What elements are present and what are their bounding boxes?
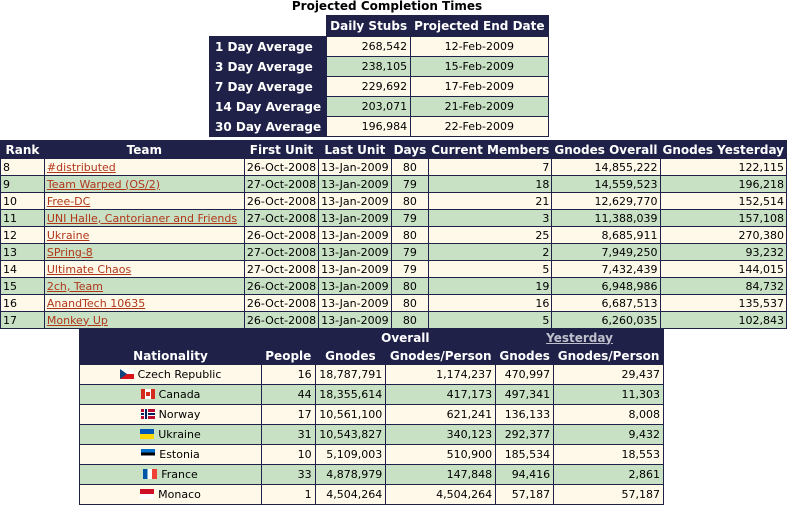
team-first-unit: 27-Oct-2008 <box>244 244 318 261</box>
nationality-cell <box>80 465 262 485</box>
team-gnodes-yesterday: 93,232 <box>660 244 787 261</box>
team-current-members: 5 <box>429 312 552 329</box>
header-nationality: Nationality <box>80 347 262 365</box>
team-first-unit: 27-Oct-2008 <box>244 210 318 227</box>
team-days: 80 <box>391 295 429 312</box>
team-link[interactable]: Ultimate Chaos <box>46 262 132 276</box>
overall-gnodes: 10,561,100 <box>315 405 386 425</box>
header-yesterday-gnodes-per-person: Gnodes/Person <box>554 347 664 365</box>
team-last-unit: 13-Jan-2009 <box>319 176 392 193</box>
yesterday-gnodes: 185,534 <box>496 445 554 465</box>
team-current-members: 21 <box>429 193 552 210</box>
country-name: Norway <box>158 408 201 421</box>
team-last-unit: 13-Jan-2009 <box>319 159 392 176</box>
nationality-header-row <box>80 347 664 365</box>
header-gnodes-per-person: Gnodes/Person <box>386 347 496 365</box>
team-days: 80 <box>391 312 429 329</box>
team-row <box>1 244 787 261</box>
team-days: 80 <box>391 278 429 295</box>
team-rank: 17 <box>1 312 45 329</box>
projection-row-label: 14 Day Average <box>210 97 327 117</box>
people-count: 44 <box>262 385 316 405</box>
overall-gnodes-per-person: 417,173 <box>386 385 496 405</box>
team-row <box>1 227 787 244</box>
nationality-table <box>79 328 664 505</box>
projection-row-label: 1 Day Average <box>210 37 327 57</box>
team-first-unit: 27-Oct-2008 <box>244 176 318 193</box>
team-first-unit: 26-Oct-2008 <box>244 295 318 312</box>
team-gnodes-yesterday: 122,115 <box>660 159 787 176</box>
yesterday-gnodes: 292,377 <box>496 425 554 445</box>
team-current-members: 16 <box>429 295 552 312</box>
team-current-members: 2 <box>429 244 552 261</box>
team-gnodes-overall: 6,260,035 <box>552 312 660 329</box>
projection-end-date: 12-Feb-2009 <box>411 37 548 57</box>
team-row <box>1 210 787 227</box>
team-rank: 12 <box>1 227 45 244</box>
team-days: 79 <box>391 176 429 193</box>
team-gnodes-overall: 6,948,986 <box>552 278 660 295</box>
yesterday-gnodes: 497,341 <box>496 385 554 405</box>
people-count: 17 <box>262 405 316 425</box>
yesterday-link[interactable]: Yesterday <box>496 329 664 347</box>
team-gnodes-yesterday: 152,514 <box>660 193 787 210</box>
team-first-unit: 26-Oct-2008 <box>244 227 318 244</box>
header-yesterday-gnodes: Gnodes <box>496 347 554 365</box>
teams-header-row <box>1 141 787 159</box>
overall-gnodes: 18,355,614 <box>315 385 386 405</box>
overall-gnodes: 5,109,003 <box>315 445 386 465</box>
projection-row <box>210 97 549 117</box>
projection-row <box>210 37 549 57</box>
team-first-unit: 26-Oct-2008 <box>244 278 318 295</box>
team-gnodes-overall: 12,629,770 <box>552 193 660 210</box>
team-days: 79 <box>391 261 429 278</box>
team-name-cell <box>44 159 244 176</box>
overall-gnodes: 4,878,979 <box>315 465 386 485</box>
team-last-unit: 13-Jan-2009 <box>319 261 392 278</box>
team-link[interactable]: Free-DC <box>46 194 91 208</box>
projection-header-stubs: Daily Stubs <box>327 16 411 37</box>
team-link[interactable]: AnandTech 10635 <box>46 296 146 310</box>
team-link[interactable]: #distributed <box>46 160 116 174</box>
yesterday-gnodes-per-person: 11,303 <box>554 385 664 405</box>
overall-gnodes-per-person: 4,504,264 <box>386 485 496 505</box>
team-name-cell <box>44 244 244 261</box>
team-gnodes-overall: 7,949,250 <box>552 244 660 261</box>
team-days: 80 <box>391 159 429 176</box>
team-gnodes-yesterday: 196,218 <box>660 176 787 193</box>
team-gnodes-yesterday: 270,380 <box>660 227 787 244</box>
team-first-unit: 26-Oct-2008 <box>244 312 318 329</box>
team-row <box>1 159 787 176</box>
header-team: Team <box>44 141 244 159</box>
nationality-cell <box>80 425 262 445</box>
team-current-members: 18 <box>429 176 552 193</box>
team-gnodes-yesterday: 157,108 <box>660 210 787 227</box>
people-count: 31 <box>262 425 316 445</box>
nationality-cell <box>80 445 262 465</box>
nationality-group-row <box>80 329 664 347</box>
projection-end-date: 21-Feb-2009 <box>411 97 548 117</box>
team-gnodes-overall: 7,432,439 <box>552 261 660 278</box>
team-row <box>1 176 787 193</box>
team-row <box>1 261 787 278</box>
overall-gnodes: 4,504,264 <box>315 485 386 505</box>
projection-row <box>210 117 549 137</box>
people-count: 1 <box>262 485 316 505</box>
team-rank: 9 <box>1 176 45 193</box>
team-gnodes-overall: 8,685,911 <box>552 227 660 244</box>
team-gnodes-overall: 14,855,222 <box>552 159 660 176</box>
overall-gnodes: 18,787,791 <box>315 365 386 385</box>
yesterday-gnodes-per-person: 9,432 <box>554 425 664 445</box>
country-name: Monaco <box>158 488 201 501</box>
teams-table <box>0 140 787 329</box>
estonia-flag-icon <box>141 449 155 459</box>
team-name-cell <box>44 278 244 295</box>
team-rank: 8 <box>1 159 45 176</box>
team-gnodes-yesterday: 84,732 <box>660 278 787 295</box>
team-link[interactable]: SPring-8 <box>46 245 93 259</box>
nationality-row <box>80 465 664 485</box>
projection-table <box>209 15 549 137</box>
projection-title: Projected Completion Times <box>291 0 483 13</box>
team-rank: 13 <box>1 244 45 261</box>
projection-end-date: 15-Feb-2009 <box>411 57 548 77</box>
team-link[interactable]: Team Warped (OS/2) <box>46 177 161 191</box>
team-row <box>1 312 787 329</box>
team-first-unit: 27-Oct-2008 <box>244 261 318 278</box>
team-link[interactable]: Monkey Up <box>46 313 108 327</box>
team-name-cell <box>44 176 244 193</box>
projection-header-blank <box>210 16 327 37</box>
nationality-cell <box>80 405 262 425</box>
projection-row-label: 3 Day Average <box>210 57 327 77</box>
group-overall: Overall <box>315 329 496 347</box>
overall-gnodes-per-person: 1,174,237 <box>386 365 496 385</box>
team-rank: 10 <box>1 193 45 210</box>
team-last-unit: 13-Jan-2009 <box>319 278 392 295</box>
team-row <box>1 193 787 210</box>
yesterday-gnodes: 94,416 <box>496 465 554 485</box>
team-name-cell <box>44 295 244 312</box>
norway-flag-icon <box>141 409 155 419</box>
nationality-cell <box>80 385 262 405</box>
yesterday-gnodes-per-person: 18,553 <box>554 445 664 465</box>
people-count: 10 <box>262 445 316 465</box>
team-days: 79 <box>391 244 429 261</box>
nationality-row <box>80 485 664 505</box>
projection-row-label: 7 Day Average <box>210 77 327 97</box>
team-days: 80 <box>391 227 429 244</box>
team-row <box>1 295 787 312</box>
team-current-members: 19 <box>429 278 552 295</box>
yesterday-gnodes: 57,187 <box>496 485 554 505</box>
yesterday-gnodes: 470,997 <box>496 365 554 385</box>
yesterday-gnodes: 136,133 <box>496 405 554 425</box>
nationality-row <box>80 425 664 445</box>
team-current-members: 7 <box>429 159 552 176</box>
header-current-members: Current Members <box>429 141 552 159</box>
header-last-unit: Last Unit <box>319 141 392 159</box>
nationality-row <box>80 405 664 425</box>
team-rank: 15 <box>1 278 45 295</box>
projection-daily-stubs: 196,984 <box>327 117 411 137</box>
header-gnodes-overall: Gnodes Overall <box>552 141 660 159</box>
team-days: 79 <box>391 210 429 227</box>
projection-row-label: 30 Day Average <box>210 117 327 137</box>
nationality-row <box>80 385 664 405</box>
team-days: 80 <box>391 193 429 210</box>
team-last-unit: 13-Jan-2009 <box>319 193 392 210</box>
team-name-cell <box>44 312 244 329</box>
team-current-members: 25 <box>429 227 552 244</box>
nationality-row <box>80 445 664 465</box>
canada-flag-icon <box>141 389 155 399</box>
country-name: France <box>161 468 198 481</box>
country-name: Canada <box>158 388 201 401</box>
czech-flag-icon <box>120 369 134 379</box>
team-rank: 16 <box>1 295 45 312</box>
projection-daily-stubs: 229,692 <box>327 77 411 97</box>
overall-gnodes-per-person: 510,900 <box>386 445 496 465</box>
team-link[interactable]: Ukraine <box>46 228 90 242</box>
team-last-unit: 13-Jan-2009 <box>319 227 392 244</box>
nationality-cell <box>80 485 262 505</box>
overall-gnodes-per-person: 147,848 <box>386 465 496 485</box>
team-last-unit: 13-Jan-2009 <box>319 210 392 227</box>
team-rank: 14 <box>1 261 45 278</box>
header-gnodes-yesterday: Gnodes Yesterday <box>660 141 787 159</box>
team-link[interactable]: 2ch, Team <box>46 279 103 293</box>
monaco-flag-icon <box>140 489 154 499</box>
yesterday-gnodes-per-person: 8,008 <box>554 405 664 425</box>
team-current-members: 3 <box>429 210 552 227</box>
team-row <box>1 278 787 295</box>
country-name: Ukraine <box>158 428 201 441</box>
projection-header-end: Projected End Date <box>411 16 548 37</box>
team-last-unit: 13-Jan-2009 <box>319 312 392 329</box>
people-count: 16 <box>262 365 316 385</box>
team-last-unit: 13-Jan-2009 <box>319 244 392 261</box>
header-gnodes: Gnodes <box>315 347 386 365</box>
nationality-row <box>80 365 664 385</box>
projection-daily-stubs: 203,071 <box>327 97 411 117</box>
team-current-members: 5 <box>429 261 552 278</box>
team-gnodes-overall: 14,559,523 <box>552 176 660 193</box>
overall-gnodes-per-person: 621,241 <box>386 405 496 425</box>
nationality-group-blank <box>80 329 316 347</box>
team-gnodes-overall: 11,388,039 <box>552 210 660 227</box>
ukraine-flag-icon <box>140 429 154 439</box>
team-first-unit: 26-Oct-2008 <box>244 159 318 176</box>
team-gnodes-yesterday: 135,537 <box>660 295 787 312</box>
projection-end-date: 22-Feb-2009 <box>411 117 548 137</box>
yesterday-gnodes-per-person: 29,437 <box>554 365 664 385</box>
team-last-unit: 13-Jan-2009 <box>319 295 392 312</box>
country-name: Czech Republic <box>137 368 222 381</box>
header-days: Days <box>391 141 429 159</box>
team-gnodes-yesterday: 144,015 <box>660 261 787 278</box>
projection-header-row <box>210 16 549 37</box>
projection-row <box>210 57 549 77</box>
team-gnodes-overall: 6,687,513 <box>552 295 660 312</box>
team-name-cell <box>44 210 244 227</box>
team-name-cell <box>44 227 244 244</box>
overall-gnodes-per-person: 340,123 <box>386 425 496 445</box>
projection-end-date: 17-Feb-2009 <box>411 77 548 97</box>
header-people: People <box>262 347 316 365</box>
team-name-cell <box>44 261 244 278</box>
team-name-cell <box>44 193 244 210</box>
people-count: 33 <box>262 465 316 485</box>
projection-daily-stubs: 238,105 <box>327 57 411 77</box>
france-flag-icon <box>143 469 157 479</box>
team-gnodes-yesterday: 102,843 <box>660 312 787 329</box>
projection-daily-stubs: 268,542 <box>327 37 411 57</box>
team-rank: 11 <box>1 210 45 227</box>
overall-gnodes: 10,543,827 <box>315 425 386 445</box>
country-name: Estonia <box>159 448 200 461</box>
header-rank: Rank <box>1 141 45 159</box>
projection-row <box>210 77 549 97</box>
yesterday-gnodes-per-person: 2,861 <box>554 465 664 485</box>
team-first-unit: 26-Oct-2008 <box>244 193 318 210</box>
yesterday-gnodes-per-person: 57,187 <box>554 485 664 505</box>
header-first-unit: First Unit <box>244 141 318 159</box>
nationality-cell <box>80 365 262 385</box>
team-link[interactable]: UNI Halle, Cantorianer and Friends <box>46 211 238 225</box>
